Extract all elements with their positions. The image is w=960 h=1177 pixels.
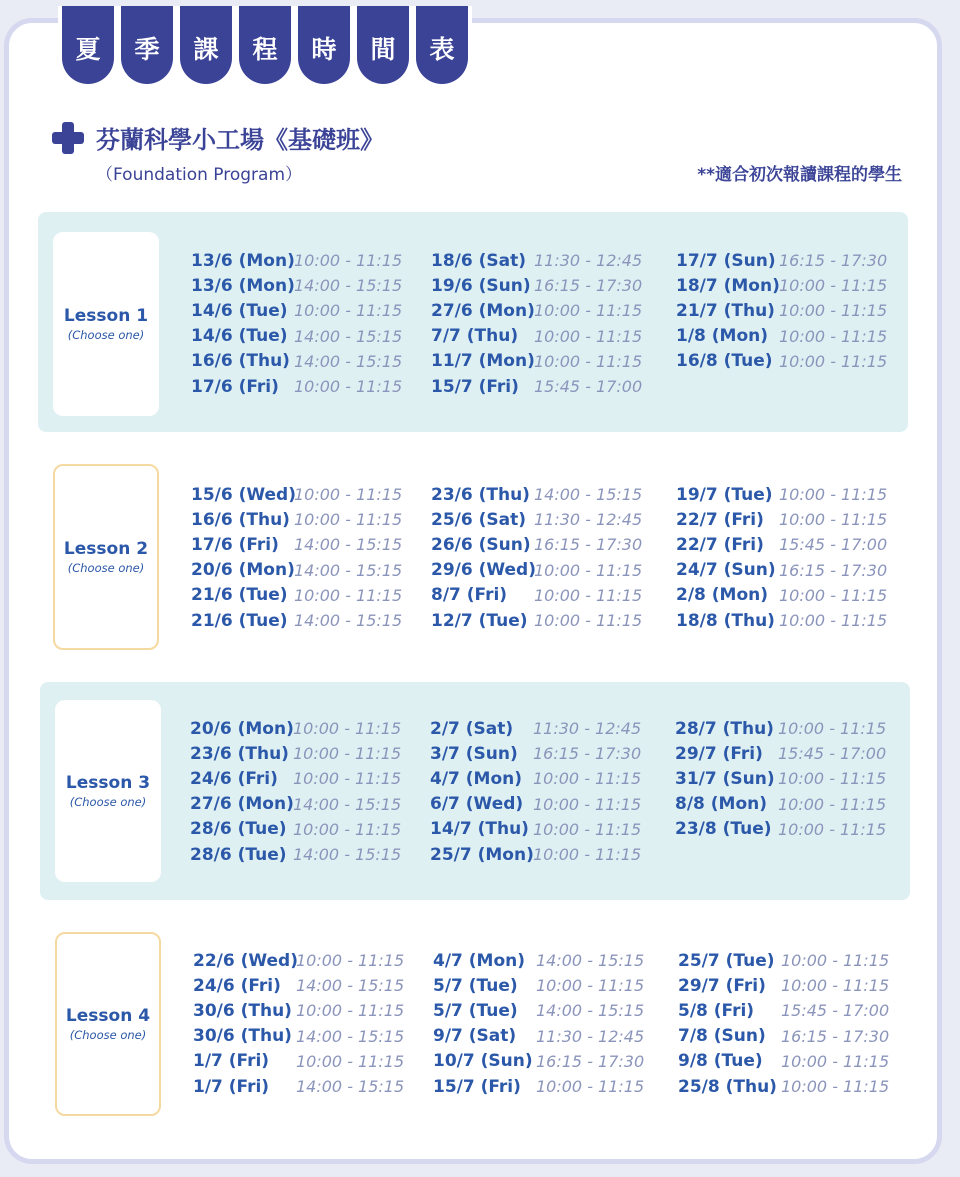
title-char: 間 bbox=[357, 6, 409, 84]
schedule-column bbox=[676, 248, 887, 374]
schedule-column bbox=[431, 482, 642, 633]
session-time: 16:15 - 17:30 bbox=[536, 1051, 645, 1071]
session-row bbox=[431, 583, 642, 608]
session-row bbox=[190, 716, 401, 741]
session-date: 20/6 (Mon) bbox=[190, 718, 294, 739]
session-date: 1/8 (Mon) bbox=[676, 326, 769, 347]
session-date: 12/7 (Tue) bbox=[431, 610, 528, 631]
session-row bbox=[190, 792, 401, 817]
session-row bbox=[676, 608, 887, 633]
session-date: 29/6 (Wed) bbox=[431, 560, 536, 581]
session-time: 10:00 - 11:15 bbox=[533, 794, 642, 814]
session-time: 10:00 - 11:15 bbox=[294, 251, 403, 271]
session-row bbox=[676, 507, 887, 532]
session-date: 26/6 (Sun) bbox=[431, 534, 531, 555]
session-row bbox=[675, 766, 886, 791]
session-date: 28/6 (Tue) bbox=[190, 819, 287, 840]
session-date: 21/7 (Thu) bbox=[676, 300, 775, 321]
lesson-block-2 bbox=[38, 446, 908, 666]
session-time: 10:00 - 11:15 bbox=[294, 585, 403, 605]
session-time: 10:00 - 11:15 bbox=[533, 769, 642, 789]
session-row bbox=[430, 842, 641, 867]
session-date: 14/6 (Tue) bbox=[191, 326, 288, 347]
session-time: 10:00 - 11:15 bbox=[781, 1051, 890, 1071]
session-time: 16:15 - 17:30 bbox=[781, 1026, 890, 1046]
session-time: 10:00 - 11:15 bbox=[296, 1001, 405, 1021]
session-time: 11:30 - 12:45 bbox=[534, 251, 643, 271]
program-subtitle: （Foundation Program） bbox=[96, 165, 303, 185]
session-time: 10:00 - 11:15 bbox=[294, 301, 403, 321]
session-time: 14:00 - 15:15 bbox=[294, 560, 403, 580]
lesson-label-card bbox=[55, 700, 161, 882]
session-time: 16:15 - 17:30 bbox=[779, 251, 888, 271]
lesson-name: Lesson 3 bbox=[65, 773, 151, 793]
session-date: 22/6 (Wed) bbox=[193, 950, 298, 971]
session-date: 25/7 (Tue) bbox=[678, 950, 775, 971]
session-date: 4/7 (Mon) bbox=[430, 768, 523, 789]
session-date: 24/7 (Sun) bbox=[676, 560, 776, 581]
session-time: 16:15 - 17:30 bbox=[533, 744, 642, 764]
title-char: 程 bbox=[239, 6, 291, 84]
session-row bbox=[191, 583, 402, 608]
lesson-choose-note: (Choose one) bbox=[67, 561, 145, 575]
schedule-column bbox=[190, 716, 401, 867]
session-row bbox=[191, 349, 402, 374]
session-date: 19/6 (Sun) bbox=[431, 275, 531, 296]
lesson-name: Lesson 2 bbox=[63, 539, 149, 559]
session-row bbox=[433, 1074, 644, 1099]
session-time: 14:00 - 15:15 bbox=[294, 276, 403, 296]
schedule-column bbox=[433, 948, 644, 1099]
session-time: 10:00 - 11:15 bbox=[294, 485, 403, 505]
session-time: 10:00 - 11:15 bbox=[779, 611, 888, 631]
session-row bbox=[431, 248, 642, 273]
session-date: 21/6 (Tue) bbox=[191, 585, 288, 606]
session-date: 18/7 (Mon) bbox=[676, 275, 780, 296]
session-time: 14:00 - 15:15 bbox=[294, 611, 403, 631]
session-date: 23/6 (Thu) bbox=[431, 484, 530, 505]
title-tabs bbox=[58, 6, 472, 86]
session-date: 18/8 (Thu) bbox=[676, 610, 775, 631]
session-date: 18/6 (Sat) bbox=[431, 250, 526, 271]
session-row bbox=[676, 349, 887, 374]
session-row bbox=[431, 558, 642, 583]
session-date: 30/6 (Thu) bbox=[193, 1000, 292, 1021]
session-date: 13/6 (Mon) bbox=[191, 275, 295, 296]
session-time: 15:45 - 17:00 bbox=[534, 377, 643, 397]
session-time: 10:00 - 11:15 bbox=[778, 819, 887, 839]
session-time: 10:00 - 11:15 bbox=[293, 744, 402, 764]
session-time: 11:30 - 12:45 bbox=[536, 1026, 645, 1046]
session-row bbox=[678, 948, 889, 973]
session-row bbox=[430, 716, 641, 741]
session-date: 29/7 (Fri) bbox=[675, 743, 763, 764]
title-char: 季 bbox=[121, 6, 173, 84]
session-row bbox=[191, 482, 402, 507]
session-row bbox=[431, 374, 642, 399]
session-row bbox=[676, 583, 887, 608]
session-time: 10:00 - 11:15 bbox=[534, 585, 643, 605]
lesson-name: Lesson 1 bbox=[63, 306, 149, 326]
session-time: 10:00 - 11:15 bbox=[533, 845, 642, 865]
title-char: 時 bbox=[298, 6, 350, 84]
session-date: 2/7 (Sat) bbox=[430, 718, 514, 739]
session-time: 10:00 - 11:15 bbox=[294, 377, 403, 397]
session-date: 27/6 (Mon) bbox=[431, 300, 535, 321]
session-time: 10:00 - 11:15 bbox=[779, 510, 888, 530]
session-row bbox=[191, 532, 402, 557]
session-row bbox=[431, 482, 642, 507]
session-time: 10:00 - 11:15 bbox=[778, 769, 887, 789]
session-time: 10:00 - 11:15 bbox=[293, 769, 402, 789]
session-time: 10:00 - 11:15 bbox=[293, 819, 402, 839]
lesson-block-4 bbox=[40, 914, 910, 1134]
session-row bbox=[430, 766, 641, 791]
session-row bbox=[675, 792, 886, 817]
program-title: 芬蘭科學小工場《基礎班》 bbox=[96, 126, 384, 154]
session-time: 14:00 - 15:15 bbox=[294, 351, 403, 371]
lesson-label-card bbox=[53, 464, 159, 650]
session-row bbox=[191, 298, 402, 323]
session-time: 11:30 - 12:45 bbox=[533, 719, 642, 739]
schedule-column bbox=[191, 248, 402, 399]
session-row bbox=[433, 948, 644, 973]
session-row bbox=[431, 507, 642, 532]
session-time: 14:00 - 15:15 bbox=[296, 1077, 405, 1097]
session-row bbox=[193, 998, 404, 1023]
session-date: 5/7 (Tue) bbox=[433, 1000, 518, 1021]
session-date: 8/7 (Fri) bbox=[431, 585, 508, 606]
session-date: 22/7 (Fri) bbox=[676, 509, 764, 530]
title-char: 表 bbox=[416, 6, 468, 84]
session-time: 16:15 - 17:30 bbox=[534, 535, 643, 555]
session-date: 10/7 (Sun) bbox=[433, 1051, 533, 1072]
session-date: 23/6 (Thu) bbox=[190, 743, 289, 764]
session-row bbox=[430, 817, 641, 842]
session-time: 10:00 - 11:15 bbox=[536, 1077, 645, 1097]
session-date: 14/6 (Tue) bbox=[191, 300, 288, 321]
session-row bbox=[676, 273, 887, 298]
session-date: 3/7 (Sun) bbox=[430, 743, 518, 764]
session-row bbox=[193, 948, 404, 973]
session-date: 1/7 (Fri) bbox=[193, 1051, 270, 1072]
session-row bbox=[675, 817, 886, 842]
lesson-block-3 bbox=[40, 682, 910, 900]
session-row bbox=[191, 248, 402, 273]
session-time: 10:00 - 11:15 bbox=[294, 510, 403, 530]
lesson-choose-note: (Choose one) bbox=[69, 1028, 147, 1042]
session-row bbox=[676, 248, 887, 273]
lesson-choose-note: (Choose one) bbox=[67, 328, 145, 342]
session-date: 16/6 (Thu) bbox=[191, 351, 290, 372]
session-date: 30/6 (Thu) bbox=[193, 1026, 292, 1047]
session-row bbox=[191, 374, 402, 399]
session-time: 14:00 - 15:15 bbox=[296, 976, 405, 996]
session-row bbox=[431, 298, 642, 323]
session-row bbox=[190, 842, 401, 867]
session-time: 10:00 - 11:15 bbox=[779, 585, 888, 605]
session-date: 16/8 (Tue) bbox=[676, 351, 773, 372]
session-date: 13/6 (Mon) bbox=[191, 250, 295, 271]
session-date: 23/8 (Tue) bbox=[675, 819, 772, 840]
plus-icon bbox=[52, 122, 84, 154]
session-row bbox=[676, 324, 887, 349]
session-date: 25/7 (Mon) bbox=[430, 844, 534, 865]
title-char: 夏 bbox=[62, 6, 114, 84]
session-date: 5/8 (Fri) bbox=[678, 1000, 755, 1021]
session-date: 27/6 (Mon) bbox=[190, 794, 294, 815]
session-time: 10:00 - 11:15 bbox=[533, 819, 642, 839]
session-row bbox=[678, 973, 889, 998]
session-row bbox=[678, 1074, 889, 1099]
session-time: 10:00 - 11:15 bbox=[779, 326, 888, 346]
session-row bbox=[676, 482, 887, 507]
schedule-column bbox=[191, 482, 402, 633]
session-time: 10:00 - 11:15 bbox=[778, 719, 887, 739]
session-row bbox=[675, 716, 886, 741]
session-row bbox=[431, 324, 642, 349]
session-time: 14:00 - 15:15 bbox=[534, 485, 643, 505]
session-row bbox=[191, 507, 402, 532]
session-row bbox=[678, 1049, 889, 1074]
session-row bbox=[193, 1049, 404, 1074]
session-date: 7/7 (Thu) bbox=[431, 326, 519, 347]
session-row bbox=[191, 324, 402, 349]
session-time: 15:45 - 17:00 bbox=[781, 1001, 890, 1021]
session-date: 7/8 (Sun) bbox=[678, 1026, 766, 1047]
schedule-column bbox=[675, 716, 886, 842]
session-date: 1/7 (Fri) bbox=[193, 1076, 270, 1097]
session-row bbox=[676, 298, 887, 323]
session-time: 10:00 - 11:15 bbox=[779, 301, 888, 321]
session-time: 10:00 - 11:15 bbox=[296, 1051, 405, 1071]
schedule-column bbox=[430, 716, 641, 867]
session-row bbox=[676, 558, 887, 583]
session-time: 10:00 - 11:15 bbox=[778, 794, 887, 814]
session-time: 10:00 - 11:15 bbox=[534, 351, 643, 371]
lesson-name: Lesson 4 bbox=[65, 1006, 151, 1026]
session-row bbox=[191, 608, 402, 633]
session-time: 10:00 - 11:15 bbox=[534, 326, 643, 346]
session-date: 31/7 (Sun) bbox=[675, 768, 775, 789]
session-time: 14:00 - 15:15 bbox=[536, 1001, 645, 1021]
session-time: 10:00 - 11:15 bbox=[779, 485, 888, 505]
session-row bbox=[433, 998, 644, 1023]
session-date: 19/7 (Tue) bbox=[676, 484, 773, 505]
session-date: 15/7 (Fri) bbox=[433, 1076, 521, 1097]
session-row bbox=[191, 273, 402, 298]
session-time: 10:00 - 11:15 bbox=[534, 611, 643, 631]
session-date: 28/7 (Thu) bbox=[675, 718, 774, 739]
session-date: 11/7 (Mon) bbox=[431, 351, 535, 372]
session-time: 14:00 - 15:15 bbox=[294, 326, 403, 346]
lesson-block-1 bbox=[38, 212, 908, 432]
session-row bbox=[430, 741, 641, 766]
session-date: 20/6 (Mon) bbox=[191, 560, 295, 581]
session-time: 10:00 - 11:15 bbox=[296, 951, 405, 971]
session-date: 14/7 (Thu) bbox=[430, 819, 529, 840]
session-date: 2/8 (Mon) bbox=[676, 585, 769, 606]
session-date: 9/7 (Sat) bbox=[433, 1026, 517, 1047]
session-date: 28/6 (Tue) bbox=[190, 844, 287, 865]
session-date: 17/6 (Fri) bbox=[191, 376, 279, 397]
session-row bbox=[193, 973, 404, 998]
session-time: 10:00 - 11:15 bbox=[781, 1077, 890, 1097]
session-date: 25/6 (Sat) bbox=[431, 509, 526, 530]
session-row bbox=[190, 741, 401, 766]
session-date: 22/7 (Fri) bbox=[676, 534, 764, 555]
session-row bbox=[193, 1024, 404, 1049]
session-row bbox=[675, 741, 886, 766]
schedule-column bbox=[431, 248, 642, 399]
schedule-column bbox=[193, 948, 404, 1099]
session-date: 6/7 (Wed) bbox=[430, 794, 524, 815]
session-row bbox=[431, 532, 642, 557]
session-date: 25/8 (Thu) bbox=[678, 1076, 777, 1097]
schedule-column bbox=[676, 482, 887, 633]
session-row bbox=[431, 608, 642, 633]
title-char: 課 bbox=[180, 6, 232, 84]
session-time: 16:15 - 17:30 bbox=[779, 560, 888, 580]
session-time: 11:30 - 12:45 bbox=[534, 510, 643, 530]
lesson-choose-note: (Choose one) bbox=[69, 795, 147, 809]
session-time: 14:00 - 15:15 bbox=[296, 1026, 405, 1046]
session-date: 15/6 (Wed) bbox=[191, 484, 296, 505]
session-time: 10:00 - 11:15 bbox=[781, 951, 890, 971]
session-row bbox=[678, 1024, 889, 1049]
schedule-column bbox=[678, 948, 889, 1099]
session-date: 9/8 (Tue) bbox=[678, 1051, 763, 1072]
session-time: 10:00 - 11:15 bbox=[781, 976, 890, 996]
session-row bbox=[431, 273, 642, 298]
audience-note: **適合初次報讀課程的學生 bbox=[697, 165, 902, 185]
session-time: 10:00 - 11:15 bbox=[534, 301, 643, 321]
session-date: 24/6 (Fri) bbox=[190, 768, 278, 789]
session-row bbox=[433, 1024, 644, 1049]
session-row bbox=[190, 766, 401, 791]
session-date: 8/8 (Mon) bbox=[675, 794, 768, 815]
session-time: 14:00 - 15:15 bbox=[294, 535, 403, 555]
lesson-label-card bbox=[55, 932, 161, 1116]
session-time: 10:00 - 11:15 bbox=[779, 276, 888, 296]
session-date: 16/6 (Thu) bbox=[191, 509, 290, 530]
session-time: 14:00 - 15:15 bbox=[293, 845, 402, 865]
session-row bbox=[433, 973, 644, 998]
session-date: 15/7 (Fri) bbox=[431, 376, 519, 397]
session-row bbox=[676, 532, 887, 557]
session-time: 15:45 - 17:00 bbox=[779, 535, 888, 555]
session-date: 17/7 (Sun) bbox=[676, 250, 776, 271]
session-time: 15:45 - 17:00 bbox=[778, 744, 887, 764]
session-row bbox=[678, 998, 889, 1023]
session-time: 10:00 - 11:15 bbox=[293, 719, 402, 739]
session-date: 29/7 (Fri) bbox=[678, 975, 766, 996]
session-time: 14:00 - 15:15 bbox=[536, 951, 645, 971]
session-time: 14:00 - 15:15 bbox=[293, 794, 402, 814]
session-date: 24/6 (Fri) bbox=[193, 975, 281, 996]
session-time: 10:00 - 11:15 bbox=[534, 560, 643, 580]
session-row bbox=[190, 817, 401, 842]
session-time: 10:00 - 11:15 bbox=[536, 976, 645, 996]
session-row bbox=[430, 792, 641, 817]
session-row bbox=[433, 1049, 644, 1074]
session-time: 16:15 - 17:30 bbox=[534, 276, 643, 296]
session-time: 10:00 - 11:15 bbox=[779, 351, 888, 371]
session-row bbox=[191, 558, 402, 583]
session-date: 4/7 (Mon) bbox=[433, 950, 526, 971]
session-row bbox=[431, 349, 642, 374]
session-date: 21/6 (Tue) bbox=[191, 610, 288, 631]
session-row bbox=[193, 1074, 404, 1099]
session-date: 17/6 (Fri) bbox=[191, 534, 279, 555]
session-date: 5/7 (Tue) bbox=[433, 975, 518, 996]
program-heading bbox=[52, 120, 384, 155]
lesson-label-card bbox=[53, 232, 159, 416]
